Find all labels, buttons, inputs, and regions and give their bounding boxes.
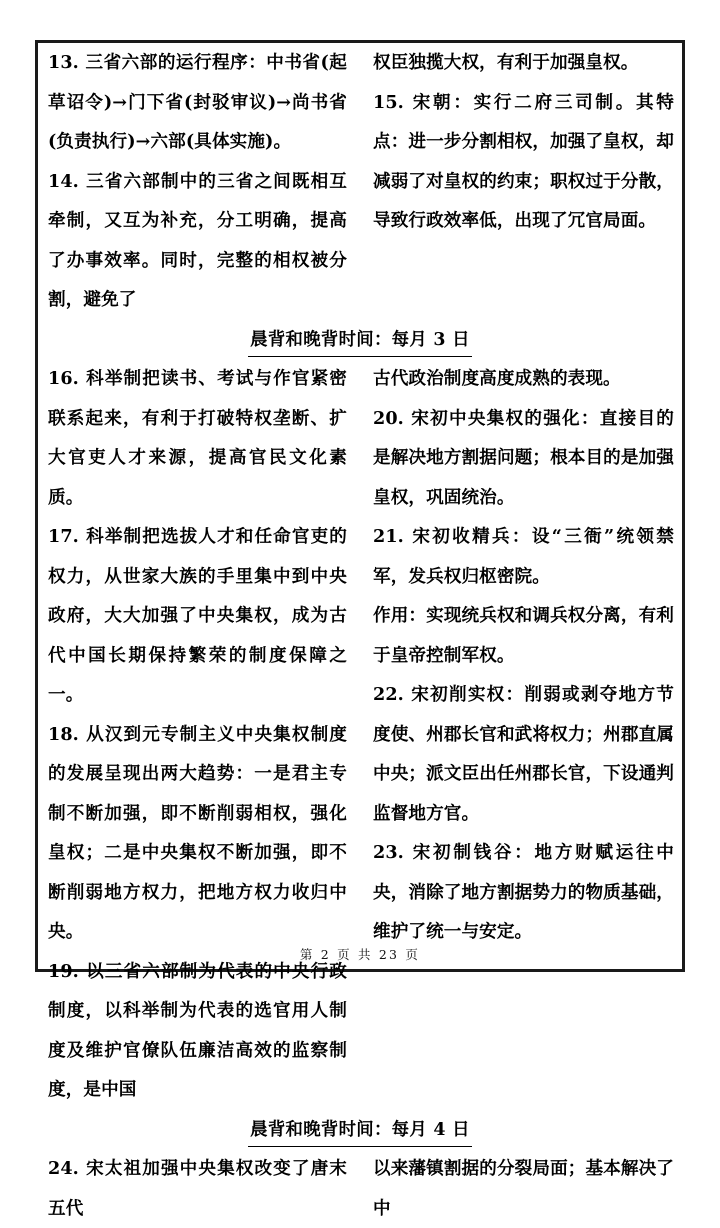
paragraph-item-16: 16. 科举制把读书、考试与作官紧密联系起来，有利于打破特权垄断、扩大官吏人才来源，提高官民文化素质。 (48, 368, 347, 508)
document-page (35, 40, 685, 1219)
divider-label-1: 晨背和晚背时间：每月 3 日 (248, 325, 472, 357)
section-divider-1 (38, 320, 682, 360)
paragraph-item-14: 14. 三省六部制中的三省之间既相互牵制，又互为补充，分工明确，提高了办事效率。同时，完整的相权被分割，避免了 (48, 170, 347, 310)
paragraph-item-17: 17. 科举制把选拔人才和任命官吏的权力，从世家大族的手里集中到中央政府，大大加强了中央集权，成为古代中国长期保持繁荣的制度保障之一。 (48, 526, 347, 705)
column-right-middle (361, 359, 674, 1110)
paragraph-item-21: 21. 宋初收精兵：设“三衙”统领禁军，发兵权归枢密院。 (373, 526, 674, 587)
column-right-bottom (361, 1149, 674, 1228)
section-bottom (38, 1149, 682, 1228)
paragraph-item-14-continuation: 权臣独揽大权，有利于加强皇权。 (373, 52, 639, 73)
section-divider-2 (38, 1110, 682, 1150)
paragraph-item-24: 24. 宋太祖加强中央集权改变了唐末五代 (48, 1158, 347, 1219)
paragraph-item-13: 13. 三省六部的运行程序：中书省(起草诏令)→门下省(封驳审议)→尚书省(负责执行)→六部(具体实施)。 (48, 52, 347, 152)
column-left-bottom (48, 1149, 361, 1228)
page-footer: 第 2 页 共 23 页 (299, 947, 421, 962)
paragraph-item-19: 19. 以三省六部制为代表的中央行政制度，以科举制为代表的选官用人制度及维护官僚队伍廉洁高效的监察制度，是中国 (48, 960, 347, 1100)
paragraph-item-22: 22. 宋初削实权：削弱或剥夺地方节度使、州郡长官和武将权力；州郡直属中央；派文臣出任州郡长官，下设通判监督地方官。 (373, 684, 674, 824)
column-left-top (48, 43, 361, 320)
paragraph-item-20: 20. 宋初中央集权的强化：直接目的是解决地方割据问题；根本目的是加强皇权，巩固统治。 (373, 407, 674, 508)
paragraph-item-23: 23. 宋初制钱谷：地方财赋运往中央，消除了地方割据势力的物质基础，维护了统一与安定。 (373, 842, 674, 942)
section-top (38, 43, 682, 320)
divider-label-2: 晨背和晚背时间：每月 4 日 (248, 1115, 472, 1147)
page-content (38, 43, 682, 1219)
column-left-middle (48, 359, 361, 1110)
paragraph-item-21-effect: 作用：实现统兵权和调兵权分离，有利于皇帝控制军权。 (373, 605, 674, 666)
paragraph-item-24-continuation: 以来藩镇割据的分裂局面；基本解决了中 (373, 1158, 674, 1219)
column-right-top (361, 43, 674, 320)
paragraph-item-15: 15. 宋朝：实行二府三司制。其特点：进一步分割相权，加强了皇权，却减弱了对皇权的约束；职权过于分散，导致行政效率低，出现了冗官局面。 (373, 91, 674, 231)
paragraph-item-18: 18. 从汉到元专制主义中央集权制度的发展呈现出两大趋势：一是君主专制不断加强，即不断削弱相权，强化皇权；二是中央集权不断加强，即不断削弱地方权力，把地方权力收归中央。 (48, 723, 347, 942)
section-middle (38, 359, 682, 1110)
paragraph-item-19-continuation: 古代政治制度高度成熟的表现。 (373, 368, 621, 389)
